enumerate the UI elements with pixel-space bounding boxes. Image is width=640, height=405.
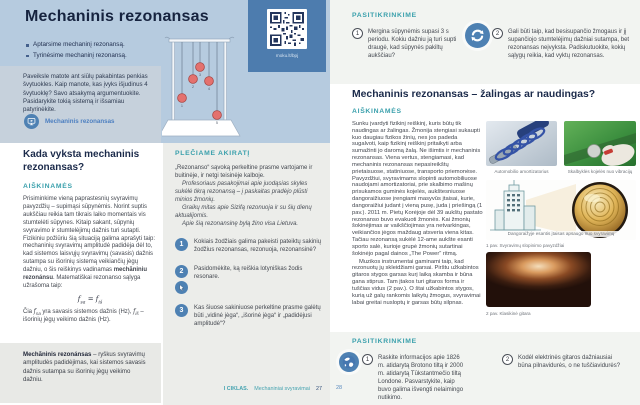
task-number-badge: 2 <box>175 265 188 278</box>
sidebar-content <box>175 150 322 329</box>
globe-icon <box>339 352 359 372</box>
body-paragraph: Prisiminkime vieną paprastesnių svyravimų pavyzdžių – supimąsi sūpynėmis. Norint suptis aukščiau reikia tam tikrais laiko momentais vis stumtelėti sūpynes. Kitaip sakant, sūpynių svyravimo ir stumtelėjimų dažnis turi sutapti. Fizikiniu požiūriu šią situaciją galima aprašyti taip: mechaninių svyravimų amplitudė padidėja dėl to, kad sistemos laisvųjų svyravimų (savasis) dažnis sutampa su išorinių sistemą veikiančių jėgų dažniu, o šis reiškinys vadinamas mechãniniu rezonánsu. Matematiškai rezonanso sąlyga užrašoma taip: <box>23 196 156 289</box>
check-section-bottom <box>330 332 640 405</box>
formula-note: Čia $f_{sa}$ yra savasis sistemos dažnis (Hz), $f_{iš}$ – išorinių jėgų veikimo dažnis (Hz). <box>23 308 144 324</box>
lesson-goals <box>25 40 127 61</box>
cycle-label: I CIKLAS. <box>223 386 249 392</box>
activity-text: Paveiksle matote ant siūlų pakabintas penkias švytuokles. Kaip manote, kas įvyks išjudinus 4 švytuoklę? Savo atsakymą argumentuokite. Pasidarykite tokią sistemą ir išsamiau patyrinėkite. <box>23 73 148 114</box>
check-text: Kodėl elektrinės gitaros dažniausiai būna pilnavidurės, o ne tuščiavidurės? <box>518 355 621 369</box>
resource-link[interactable] <box>24 114 114 129</box>
check-text: Raskite informacijos apie 1826 m. atidarytą Brotono tiltą ir 2000 m. atidarytą Tūkstantmečio tiltą Londone. Pasvarstykite, kaip buvo galima išvengti nelaimingo nutikimo. <box>378 355 464 401</box>
term-bold: mechãniniu rezonánsu <box>23 267 148 282</box>
figure-caption: 1 pav. Svyravimų slopinimo pavyzdžiai <box>486 243 565 248</box>
pendulum-label: 4 <box>208 87 210 91</box>
check-number-badge: 1 <box>362 354 373 365</box>
check-item <box>502 354 626 371</box>
photo-shock-absorber <box>486 121 557 166</box>
page-number-left: 27 <box>316 386 322 392</box>
pendulum-label: 2 <box>192 85 194 89</box>
check-heading: PASITIKRINKIME <box>352 338 417 345</box>
body-paragraph: Sunku įvardyti fizikinį reiškinį, kuris būtų tik naudingas ar žalingas. Žmonija stengiasi sukaupti kuo daugiau fizikos žinių, nes jos padeda sugalvoti, kaip fizikinį reiškinį pritaikyti arba sumažinti jo daromą žalą. Ne išimtis ir mechaninis rezonansas. Viena vertus, stengiamasi, kad mechaninis rezonansas nepasireikštų prietaisuose, statiniuose, transporto priemonėse. Pavyzdžiui, svyravimams slopinti automobiliuose naudojami amortizatoriai, prie skalbimo mašinų prisukamos guminės kojelės, aukštesniuose dangoraižiuose įrengiami masyvūs įtaisai, kurie, dangoraižiui judant į vieną pusę, juda į priešingą (1 pav.). 2011 m. Pietų Korėjoje dėl 39 aukštų pastato rezonanso buvo evakuoti žmonės. Kai žmonių šokinėjimas ar vaikščiojimas yra netvarkingas, veikiančios jėgos maždaug atsveria viena kitas. Tačiau rezonansą sukėlė 12-ame aukšte esanti sporto salė, kurioje grupė žmonių sutartinai šokinėjo pagal dainos „The Power“ ritmą. <box>352 121 483 257</box>
photo-guitar-interior <box>486 252 591 307</box>
cycle-title: Mechaniniai svyravimai <box>254 386 310 392</box>
pendulum-label: 5 <box>216 121 218 125</box>
section-subheading: AIŠKINAMĖS <box>23 183 73 190</box>
example-sentence: Graikų mitas apie Sizifą rezonuoja ir su šių dienų aktualijomis. <box>175 205 312 220</box>
figure-caption: Dangoraižyje esantis įtaisas apsaugo nuo svyravimų <box>486 231 636 237</box>
page-title: Mechaninis rezonansas <box>25 8 209 25</box>
check-section-top <box>330 0 640 84</box>
pendulum-label: 1 <box>181 104 183 108</box>
sidebar-intro: „Rezonanso“ sąvoką perkeltine prasme vartojame ir buitinėje, ir netgi teisinėje kalboje. <box>175 165 313 180</box>
article-heading: Mechaninis rezonansas – žalingas ar naudingas? <box>352 89 596 100</box>
task-item <box>175 238 322 255</box>
task-item <box>175 265 322 294</box>
page-number-right: 28 <box>336 385 343 391</box>
task-text: Kokiais žodžiais galima pakeisti pateiktų sakinių žodžius rezonansas, rezonuoja, rezonansinė? <box>194 239 322 254</box>
check-item <box>492 28 632 61</box>
check-heading: PASITIKRINKIME <box>352 12 417 19</box>
example-sentence: Apie šią rezonansinę bylą žino visa Lietuva. <box>182 221 299 228</box>
task-item <box>175 304 322 329</box>
check-text: Mergina sūpynėmis supasi 3 s periodu. Kokiu dažniu ją turi supti draugė, kad sūpynės pakiltų aukščiau? <box>368 29 457 59</box>
check-number-badge: 2 <box>502 354 513 365</box>
activity-box <box>0 66 161 143</box>
example-sentence: Profesoriaus pasakojimai apie juodąsias skyles sukėlė tikrą rezonansą – į paskaitas pradėjo plūsti minios žmonių. <box>175 181 308 204</box>
check-item <box>352 28 466 61</box>
check-item <box>362 354 468 403</box>
article-body <box>352 121 483 333</box>
figure-caption: 2 pav. Klasikinė gitara <box>486 311 531 316</box>
qr-code[interactable] <box>267 9 307 49</box>
resource-link-label: Mechaninis rezonansas <box>45 118 115 125</box>
screen-icon <box>24 114 39 129</box>
discussion-icon <box>465 23 490 48</box>
goal-item: Tyrinėsime mechaninį rezonansą. <box>25 51 127 62</box>
article-subheading: AIŠKINAMĖS <box>352 108 402 115</box>
section-heading: Kada vyksta mechaninis rezonansas? <box>23 149 140 173</box>
check-number-badge: 2 <box>492 28 503 39</box>
figure-caption: Automobilio amortizatorius <box>494 169 549 174</box>
task-text: Pasidomėkite, ką reiškia lotyniškas žodis resonare. <box>194 266 303 281</box>
qr-caption: moku.lt/bpj <box>275 53 299 58</box>
photo-washer-foot <box>564 121 636 166</box>
body-paragraph: Muzikos instrumentai gaminami taip, kad rezonuotų jų skleidžiami garsai. Pirštu užkabintos gitaros stygos garsas kurį laiką skamba ir būna gana stiprus. Tam įtakos turi gitaros forma ir tuščias vidus (2 pav.). O štai užkabintos stygos, kurią už galų rankomis laikytų žmogus, svyravimai labai greitai nusloptų ir garsas būtų silpnas. <box>352 258 481 306</box>
task-text: Kas šiuose sakiniuose perkeltine prasme galėtų būti „vidinė jėga“, „išorinė jėga“ ir „padidėjusi amplitudė“? <box>194 305 321 328</box>
task-number-badge: 3 <box>175 304 188 317</box>
check-text: Gali būti taip, kad besisupančio žmogaus ir jį supančiojo stumtelėjimų dažniai sutampa, bet rezonansas neįvyksta. Padiskutuokite, kokių sąlygų reikia, kad vyktų rezonansas. <box>508 29 630 59</box>
cursor-icon <box>175 281 188 294</box>
definition-box <box>0 343 161 403</box>
figure-caption: Skalbyklės kojelės nuo vibracijų <box>567 169 633 174</box>
task-number-badge: 1 <box>175 238 188 251</box>
check-number-badge: 1 <box>352 28 363 39</box>
page-footer <box>175 386 322 392</box>
goal-item: Aptarsime mechaninį rezonansą. <box>25 40 127 51</box>
definition-text: Mechãninis rezonánsas – ryškus svyravimų amplitudės padidėjimas, kai sistemos savasis dažnis sutampa su išorinių jėgų veikimo dažniu. <box>23 351 146 383</box>
left-article <box>23 149 157 325</box>
sidebar-heading: PLEČIAME AKIRATĮ <box>175 150 251 157</box>
resonance-formula: $f_{sa} = f_{iš}$ <box>77 294 103 306</box>
pendulum-label: 3 <box>199 73 201 77</box>
pendulums-illustration <box>162 32 244 140</box>
qr-panel <box>248 0 326 72</box>
